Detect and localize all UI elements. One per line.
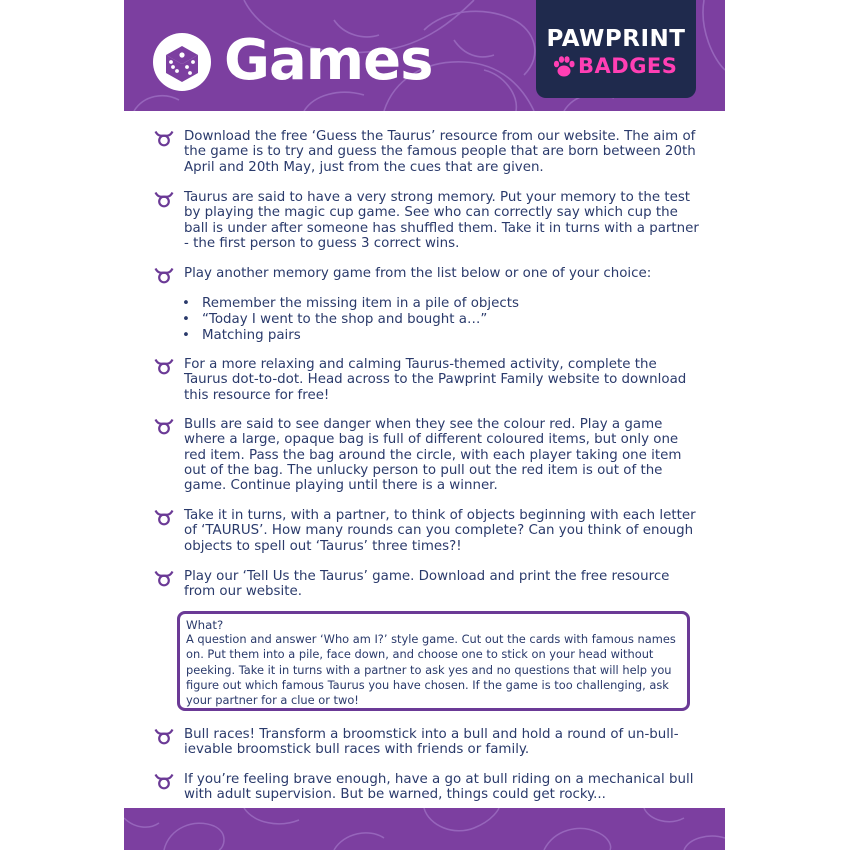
page-title: Games (224, 28, 433, 93)
box-heading: What? (186, 618, 224, 632)
box-body: A question and answer ‘Who am I?’ style game. Cut out the cards with famous names on. Put them into a pile, face down, and choose one to stick on your head without peeking. Take it in turns with a partner to ask yes and no questions that will help you figure out which famous Taurus you have chosen. If the game is too challenging, ask your partner for a clue or two! (186, 632, 676, 708)
dice-icon (153, 33, 211, 91)
taurus-symbol-icon (154, 727, 174, 745)
pawprint-badges-logo (536, 0, 696, 98)
memory-game-list (182, 296, 519, 343)
taurus-symbol-icon (154, 508, 174, 526)
activity-sheet (124, 0, 725, 850)
activity-text: For a more relaxing and calming Taurus-themed activity, complete the Taurus dot-to-dot. Head across to the Pawprint Family website to download this resource for free! (184, 357, 687, 403)
activity-text: Play our ‘Tell Us the Taurus’ game. Download and print the free resource from our website. (184, 569, 670, 600)
paw-icon (552, 55, 576, 79)
taurus-symbol-icon (154, 357, 174, 375)
logo-line-2: BADGES (578, 54, 678, 78)
list-item: • Remember the missing item in a pile of objects (182, 296, 519, 312)
taurus-symbol-icon (154, 190, 174, 208)
activity-text: Download the free ‘Guess the Taurus’ resource from our website. The aim of the game is to try and guess the famous people that are born between 20th April and 20th May, just from the cues that are given. (184, 129, 696, 175)
logo-line-1: PAWPRINT (546, 26, 686, 52)
taurus-symbol-icon (154, 569, 174, 587)
game-description-box (177, 611, 690, 711)
footer-banner (124, 808, 725, 850)
floral-line-art-background (124, 808, 725, 850)
activity-text: Take it in turns, with a partner, to think of objects beginning with each letter of ‘TAURUS’. How many rounds can you complete? Can you think of enough objects to spell out ‘Taurus’ three times?! (184, 508, 696, 554)
list-item: • Matching pairs (182, 328, 519, 344)
activity-text: Play another memory game from the list below or one of your choice: (184, 266, 652, 281)
list-item: • “Today I went to the shop and bought a…” (182, 312, 519, 328)
activity-text: Bulls are said to see danger when they see the colour red. Play a game where a large, opaque bag is full of different coloured items, but only one red item. Pass the bag around the circle, with each player taking one item out of the bag. The unlucky person to pull out the red item is out of the game. Continue playing until there is a winner. (184, 417, 682, 494)
activity-text: If you’re feeling brave enough, have a go at bull riding on a mechanical bull with adult supervision. But be warned, things could get rocky... (184, 772, 694, 803)
taurus-symbol-icon (154, 417, 174, 435)
header-banner (124, 0, 725, 111)
activity-text: Bull races! Transform a broomstick into a bull and hold a round of un-bull-ievable broomstick bull races with friends or family. (184, 727, 679, 758)
dice-icon-circle (153, 33, 211, 91)
activity-text: Taurus are said to have a very strong memory. Put your memory to the test by playing the magic cup game. See who can correctly say which cup the ball is under after someone has shuffled them. Take it in turns with a partner - the first person to guess 3 correct wins. (184, 190, 699, 251)
taurus-symbol-icon (154, 266, 174, 284)
taurus-symbol-icon (154, 772, 174, 790)
taurus-symbol-icon (154, 129, 174, 147)
